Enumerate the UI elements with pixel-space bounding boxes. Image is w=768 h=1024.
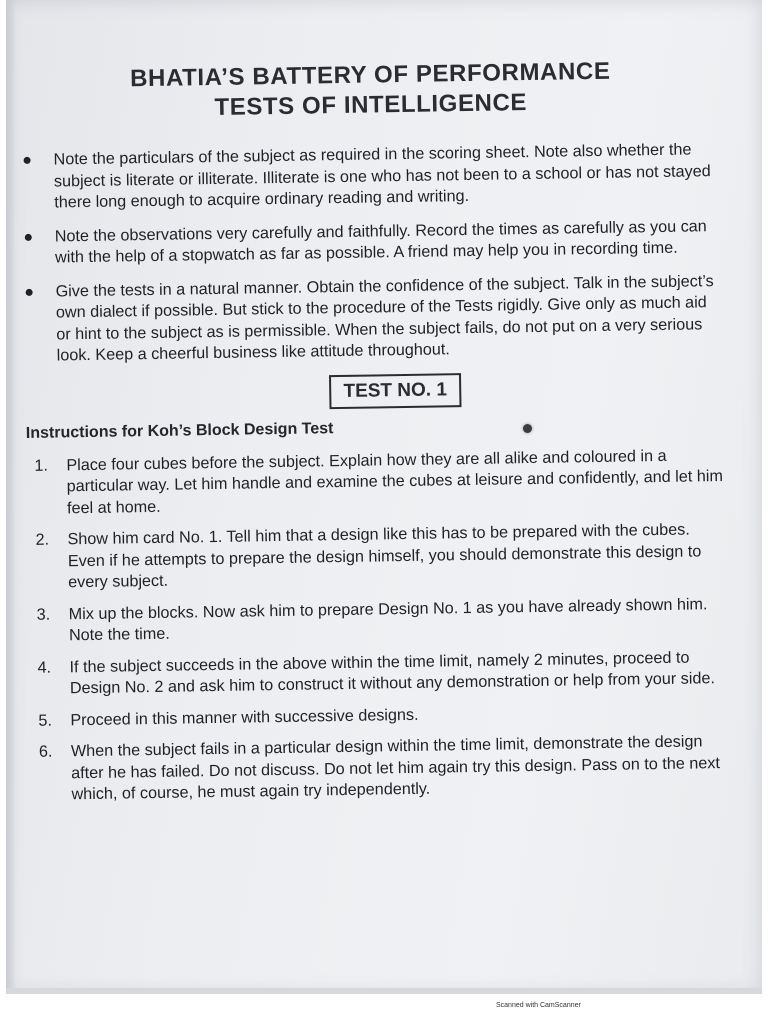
note-item [21,139,722,214]
page-content [20,49,732,816]
step-number: 4. [37,658,52,677]
step-number: 1. [34,456,49,475]
bullet-icon [24,157,31,164]
scanned-page [6,0,762,994]
page-title [20,55,721,126]
step-text: Place four cubes before the subject. Explain how they are all alike and coloured in a particular way. Let him handle and examine the cubes at leisure and confidently, and let him feel at home. [66,446,724,517]
step-item [31,731,732,806]
step-number: 2. [35,530,50,549]
step-number: 5. [38,711,53,730]
step-item [27,519,728,594]
test-number-label: TEST NO. 1 [329,373,461,409]
step-item [29,593,730,647]
page-bottom-edge [6,988,762,994]
step-number: 6. [38,742,53,761]
note-text: Note the particulars of the subject as required in the scoring sheet. Note also whether the subject is literate or illiterate. Illiterate is one who has not been to a school or has not stayed there long enough to acquire ordinary reading and writing. [53,140,711,212]
step-text: Mix up the blocks. Now ask him to prepare Design No. 1 as you have already shown him. Note the time. [68,594,708,645]
test-label-wrap [25,368,725,413]
title-line-1: BHATIA’S BATTERY OF PERFORMANCE [129,57,611,93]
notes-list [21,139,724,367]
note-text: Give the tests in a natural manner. Obtain the confidence of the subject. Talk in the subject’s own dialect if possible. But stick to the procedure of the Tests rigidly. Give only as much aid or hint to the subject as is permissible. When the subject fails, do not put on a very serious look. Keep a cheerful business like attitude throughout. [55,271,714,365]
title-line-2: TESTS OF INTELLIGENCE [214,89,528,121]
step-number: 3. [36,605,51,624]
step-item [26,444,727,519]
instruction-steps [26,444,731,806]
step-text: If the subject succeeds in the above within the time limit, namely 2 minutes, proceed to Design No. 2 and ask him to construct it without any demonstration or help from your side. [69,648,716,698]
note-item [23,215,724,269]
step-item [30,699,730,731]
page-edge-shadow [6,0,16,994]
bullet-icon [25,233,32,240]
note-item [23,270,724,367]
step-text: Show him card No. 1. Tell him that a design like this has to be prepared with the cubes. Even if he attempts to prepare the design himself, you should demonstrate this design to every subject. [67,520,702,592]
instructions-heading: Instructions for Koh’s Block Design Test [25,419,334,442]
step-text: Proceed in this manner with successive designs. [70,705,419,729]
bullet-icon [26,288,33,295]
step-text: When the subject fails in a particular design within the time limit, demonstrate the design after he has failed. Do not discuss. Do not let him again try this design. Pass on to the next which, of course, he must again try independently. [70,732,721,804]
note-text: Note the observations very carefully and faithfully. Record the times as carefully as you can with the help of a stopwatch as far as possible. A friend may help you in recording time. [54,216,707,267]
scanner-watermark: Scanned with CamScanner [496,1002,581,1009]
step-item [29,646,730,700]
